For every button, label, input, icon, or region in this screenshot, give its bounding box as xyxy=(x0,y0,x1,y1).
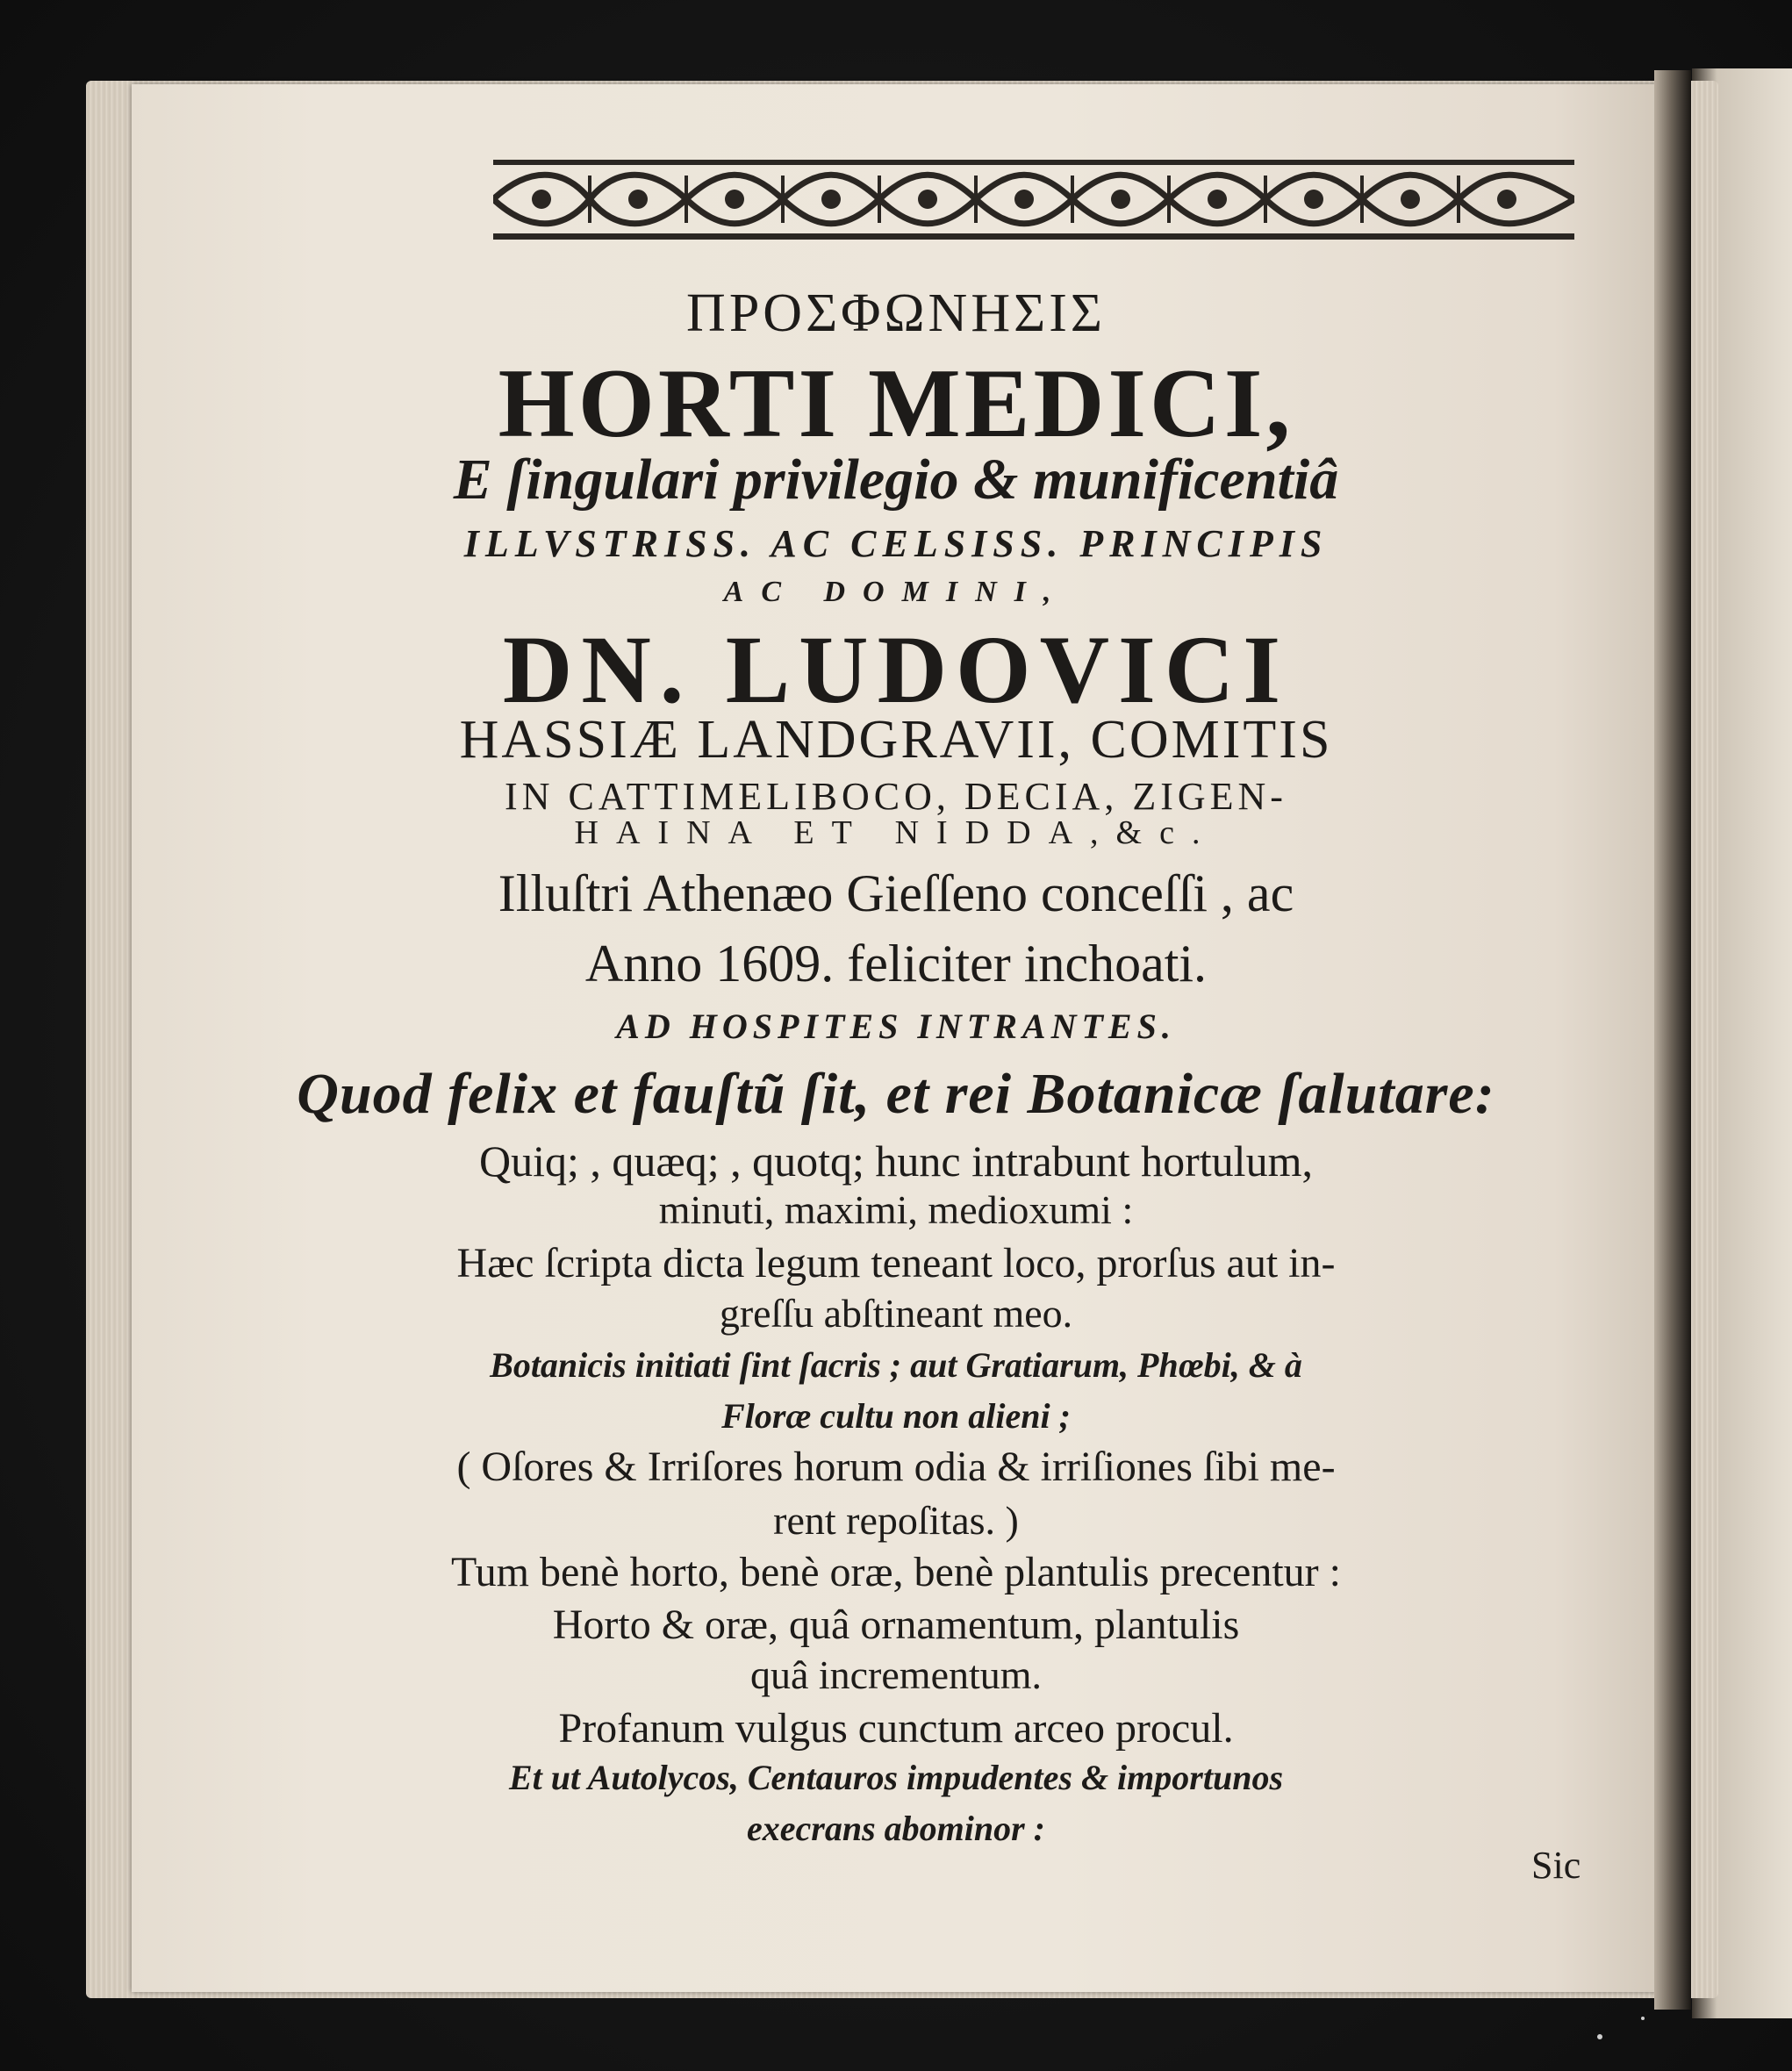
body-line-9: Tum benè horto, benè oræ, benè plantulis precentur : xyxy=(451,1549,1341,1595)
dust-speck xyxy=(1597,2034,1602,2039)
dedication-line-1: Illuſtri Athenæo Gieſſeno conceſſi , ac xyxy=(498,864,1294,922)
body-line-1: Quiq; , quæq; , quotq; hunc intrabunt hortulum, xyxy=(479,1136,1313,1186)
body-line-6: Floræ cultu non alieni ; xyxy=(721,1396,1071,1436)
greek-title: ΠΡΟΣΦΩΝΗΣΙΣ xyxy=(686,283,1106,343)
dust-speck xyxy=(1641,2017,1645,2020)
titles-line-2: IN CATTIMELIBOCO, DECIA, ZIGEN- xyxy=(505,775,1287,818)
titles-line-1: HASSIÆ LANDGRAVII, COMITIS xyxy=(459,710,1333,770)
dedication-line-2: Anno 1609. feliciter inchoati. xyxy=(584,935,1208,993)
body-line-4: greſſu abſtineant meo. xyxy=(719,1291,1073,1336)
body-line-3: Hæc ſcripta dicta legum teneant loco, prorſus aut in- xyxy=(456,1240,1336,1286)
motto-line: Quod felix et fauſtũ ſit, et rei Botanicæ ſalutare: xyxy=(297,1062,1495,1126)
body-line-11: quâ incrementum. xyxy=(749,1652,1043,1697)
main-title: HORTI MEDICI, xyxy=(498,349,1294,458)
body-line-8: rent repoſitas. ) xyxy=(773,1498,1019,1543)
patron-line-2: AC DOMINI, xyxy=(723,576,1069,608)
catchword: Sic xyxy=(1531,1844,1581,1887)
body-line-2: minuti, maximi, medioxumi : xyxy=(658,1187,1134,1232)
prince-name: DN. LUDOVICI xyxy=(502,616,1290,723)
body-line-13: Et ut Autolycos, Centauros impudentes & importunos xyxy=(508,1758,1284,1797)
body-line-14: execrans abominor : xyxy=(747,1809,1045,1848)
body-line-10: Horto & oræ, quâ ornamentum, plantulis xyxy=(552,1602,1240,1648)
body-line-12: Profanum vulgus cunctum arceo procul. xyxy=(558,1705,1234,1752)
body-line-7: ( Oſores & Irriſores horum odia & irriſiones ſibi me- xyxy=(456,1444,1336,1490)
patron-line-1: ILLVSTRISS. AC CELSISS. PRINCIPIS xyxy=(463,522,1329,565)
decorative-headpiece-ornament xyxy=(493,158,1574,242)
body-line-5: Botanicis initiati ſint ſacris ; aut Gratiarum, Phœbi, & à xyxy=(490,1345,1302,1385)
titles-line-3: HAINA ET NIDDA,&c. xyxy=(574,814,1218,851)
address-line: AD HOSPITES INTRANTES. xyxy=(616,1007,1176,1046)
subtitle: E ſingulari privilegio & munificentiâ xyxy=(453,448,1339,512)
